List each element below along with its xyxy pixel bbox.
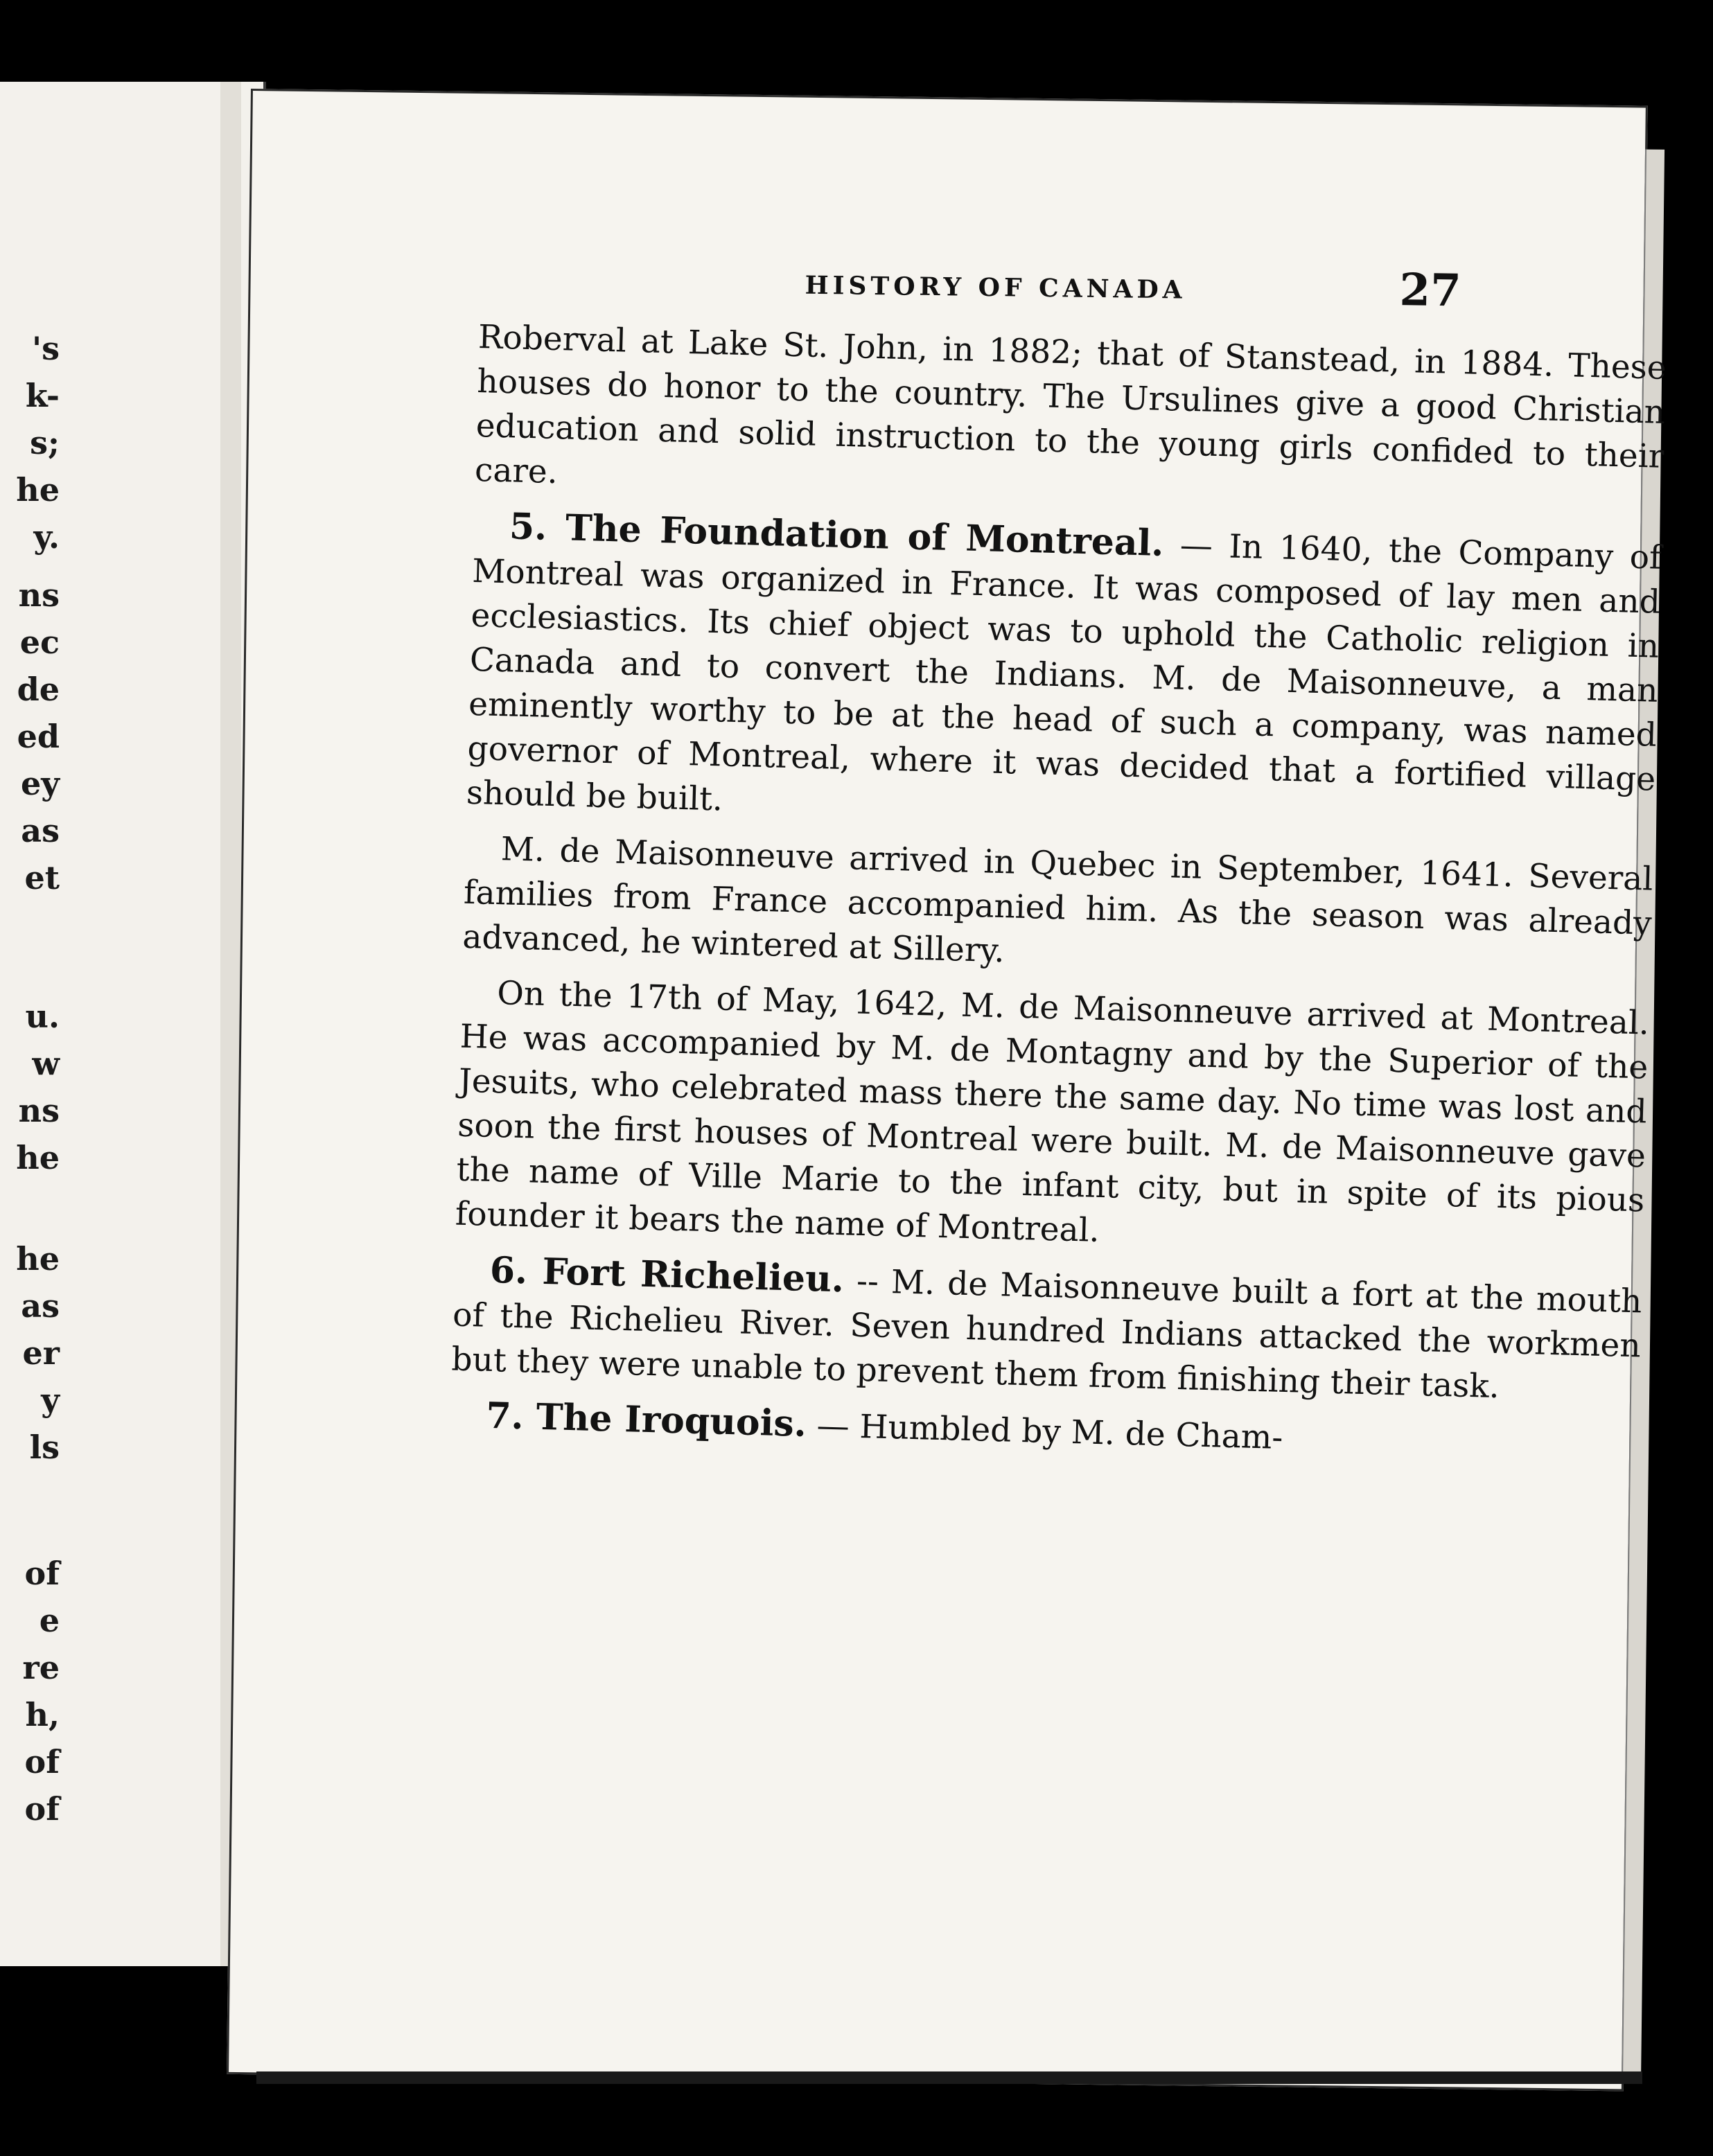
left-page-fragment: et (24, 859, 60, 896)
paragraph: M. de Maisonneuve arrived in Quebec in September, 1641. Several families from France accompanied him. As the season was already advanced, he wintered at Sillery. (462, 830, 1654, 971)
left-page-fragment: ls (29, 1429, 60, 1466)
left-page-fragment: he (16, 1240, 60, 1278)
left-page-fragment: as (21, 1287, 60, 1325)
left-page-fragment: y (41, 1381, 60, 1419)
left-page-fragment: of (24, 1555, 60, 1592)
left-page-fragment: e (39, 1602, 60, 1639)
left-page-fragment: of (24, 1790, 60, 1828)
left-page-fragment: ns (18, 1092, 60, 1129)
left-page-fragment: de (17, 671, 60, 708)
paragraph-section-5 (466, 504, 1662, 847)
section-heading: 6. Fort Richelieu. (489, 1248, 845, 1301)
left-page-fragment: 's (32, 330, 60, 367)
paragraph: On the 17th of May, 1642, M. de Maisonneuve arrived at Montreal. He was accompanied by M. de Montagny and by the Superior of the Jesuits, who celebrated mass there the same day. No time was lost and soon the first houses of Montreal were built. M. de Maisonneuve gave the name of Ville Marie to the infant city, but in spite of its pious founder it bears the name of Montreal. (455, 974, 1650, 1250)
paragraph-continuation: Roberval at Lake St. John, in 1882; that of Stanstead, in 1884. These houses do honor to the country. The Ursulines give a good Christian education and solid instruction to the young girls confided to their care. (474, 318, 1667, 492)
left-page-fragment: ec (19, 624, 60, 661)
section-text: — Humbled by M. de Cham- (805, 1406, 1283, 1457)
left-page-fragment: u. (25, 998, 60, 1035)
left-page-fragment: ns (18, 576, 60, 614)
page-bottom-shadow (256, 2071, 1642, 2084)
left-page-fragment: k- (25, 377, 60, 414)
page-body (449, 315, 1667, 1481)
left-page-fragment: as (21, 812, 60, 849)
left-page-fragment: ed (17, 718, 60, 755)
section-heading: 5. The Foundation of Montreal. (509, 505, 1165, 565)
paragraph-section-6 (451, 1248, 1642, 1413)
left-page-fragment: h, (25, 1696, 60, 1733)
left-page-fragment: er (22, 1334, 60, 1372)
left-page-fragment: ey (21, 765, 60, 802)
left-page-fragment: s; (30, 424, 60, 461)
left-page-fragment: w (32, 1045, 60, 1082)
left-page-fragment: he (16, 1139, 60, 1176)
page-number: 27 (1399, 264, 1462, 317)
left-page-fragment: he (16, 471, 60, 509)
running-head: HISTORY OF CANADA (805, 270, 1186, 305)
section-text: — In 1640, the Company of Montreal was organized in France. It was composed of lay men and ecclesiastics. Its chief object was to uphold the Catholic religion in Canada and to convert the Indians. M. de Maisonneuve, a man eminently worthy to be at the head of such a company, was named governor of Montreal, where it was decided that a fortified village should be built. (466, 526, 1662, 819)
left-page-fragment: y. (33, 518, 60, 556)
section-heading: 7. The Iroquois. (485, 1394, 807, 1445)
left-page-fragment: of (24, 1743, 60, 1781)
right-page (227, 89, 1667, 2091)
section-text: -- M. de Maisonneuve built a fort at the mouth of the Richelieu River. Seven hundred Indians attacked the workmen but they were unable to prevent them from finishing their task. (450, 1262, 1643, 1406)
left-page (0, 82, 266, 1966)
left-page-fragment: re (22, 1649, 60, 1686)
